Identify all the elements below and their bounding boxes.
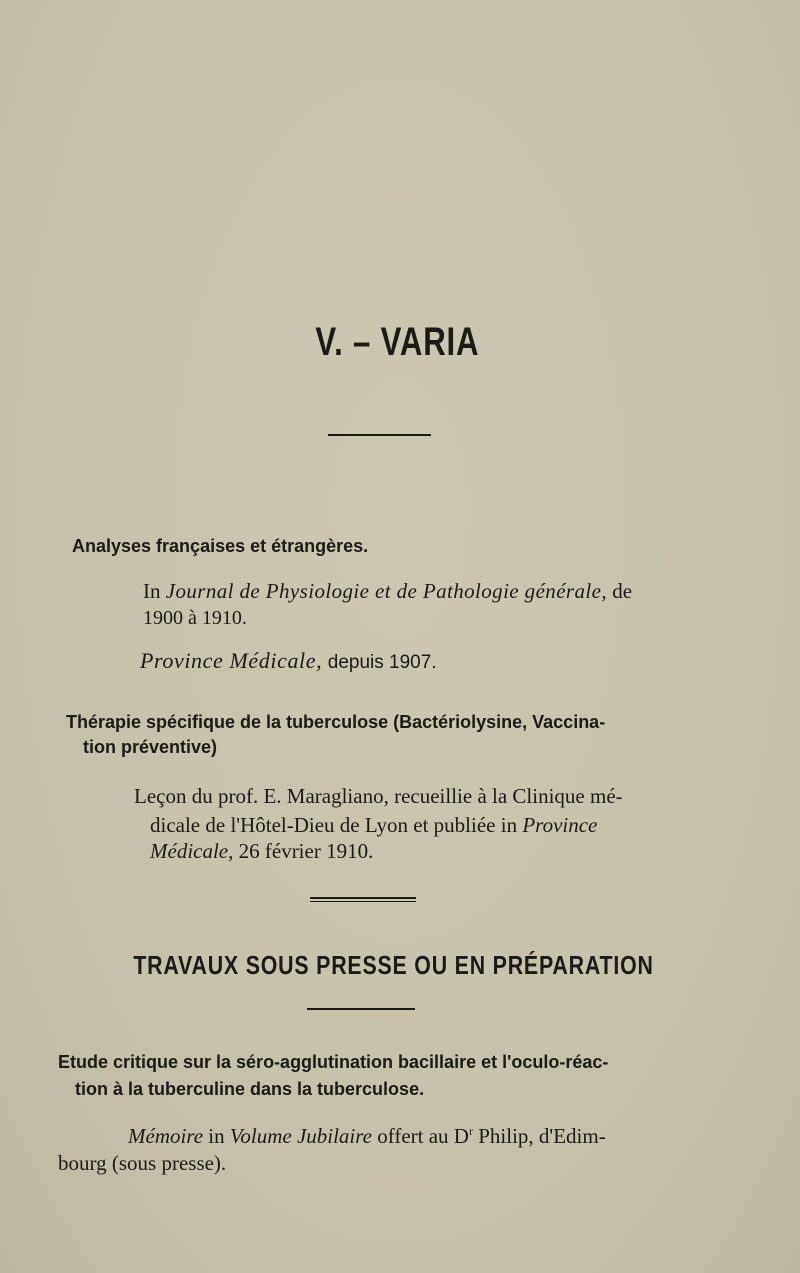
memoire-line1: [128, 1123, 606, 1149]
title-rule: [328, 434, 431, 436]
memoire-philip: Philip, d'Edim-: [478, 1124, 606, 1148]
lecon-line2-text: dicale de l'Hôtel-Dieu de Lyon et publiée in: [150, 813, 518, 837]
lecon-medicale: Médicale,: [150, 839, 234, 863]
province-line: [140, 648, 437, 676]
memoire-line2: bourg (sous presse).: [58, 1151, 227, 1175]
journal-title: Journal de Physiologie et de Pathologie générale,: [165, 579, 607, 603]
etude-heading-line2: tion à la tuberculine dans la tuberculose.: [75, 1079, 425, 1099]
lecon-line3: [150, 838, 373, 864]
journal-suffix: de: [612, 579, 633, 603]
lecon-date: 26 février 1910.: [238, 839, 374, 863]
memoire-volume: Volume Jubilaire: [229, 1124, 372, 1148]
analyses-journal-line: [143, 578, 683, 604]
lecon-line2: [150, 812, 597, 838]
memoire-in: in: [208, 1124, 225, 1148]
journal-prefix: In: [143, 579, 161, 603]
therapie-heading-line2: tion préventive): [83, 737, 218, 757]
province-since: depuis 1907.: [327, 652, 437, 673]
memoire-label: Mémoire: [128, 1124, 204, 1148]
travaux-heading: TRAVAUX SOUS PRESSE OU EN PRÉPARATION: [133, 950, 654, 980]
section-title: V. – VARIA: [315, 320, 480, 364]
province-title: Province Médicale,: [140, 648, 323, 673]
lecon-line1: Leçon du prof. E. Maragliano, recueillie à la Clinique mé-: [134, 784, 623, 808]
lecon-province: Province: [522, 813, 598, 837]
memoire-offert: offert au D: [377, 1124, 469, 1148]
journal-years: 1900 à 1910.: [143, 607, 247, 629]
etude-heading-line1: Etude critique sur la séro-agglutination bacillaire et l'oculo-réac-: [58, 1052, 609, 1072]
memoire-sup: r: [468, 1124, 473, 1138]
double-rule: [310, 897, 416, 902]
analyses-heading: Analyses françaises et étrangères.: [72, 536, 369, 556]
travaux-rule: [307, 1008, 415, 1010]
therapie-heading-line1: Thérapie spécifique de la tuberculose (Bactériolysine, Vaccina-: [66, 712, 606, 732]
